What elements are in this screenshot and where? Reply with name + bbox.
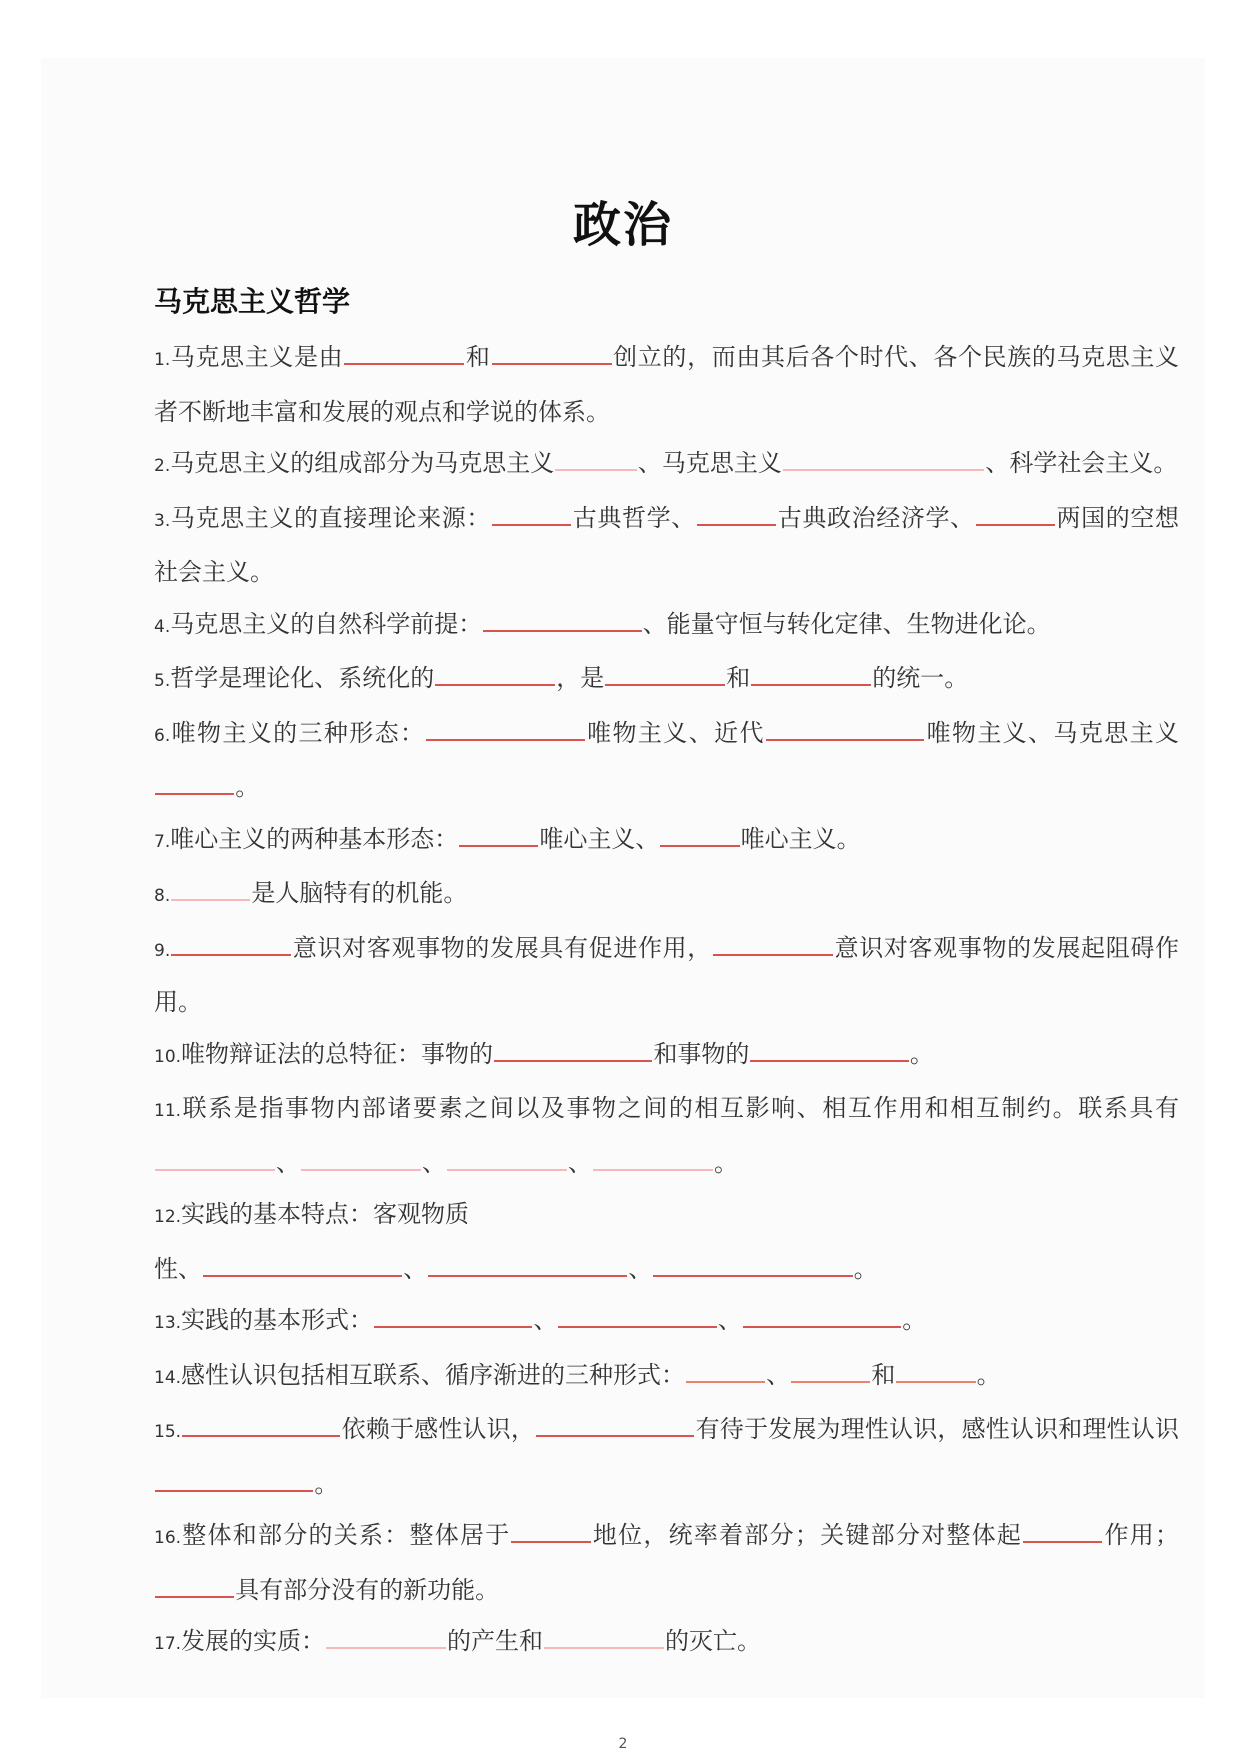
- question-number: 6.: [154, 725, 171, 746]
- fill-in-blank[interactable]: [344, 362, 464, 365]
- question-text: 。: [714, 1148, 738, 1177]
- fill-in-blank[interactable]: [326, 1646, 446, 1649]
- question-number: 8.: [154, 886, 171, 906]
- fill-in-blank[interactable]: [511, 1540, 590, 1543]
- fill-in-blank[interactable]: [374, 1325, 532, 1328]
- question-text: 的灭亡。: [665, 1627, 762, 1655]
- question-item: [154, 493, 1179, 599]
- fill-in-blank[interactable]: [301, 1168, 421, 1171]
- question-number: 15.: [154, 1422, 182, 1442]
- fill-in-blank[interactable]: [605, 683, 725, 686]
- fill-in-blank[interactable]: [766, 738, 924, 741]
- question-text: 马克思主义的自然科学前提：: [170, 609, 483, 638]
- question-text: 哲学是理论化、系统化的: [170, 664, 435, 692]
- fill-in-blank[interactable]: [155, 1489, 313, 1492]
- question-text: 唯心主义的两种基本形态：: [170, 824, 459, 853]
- fill-in-blank[interactable]: [544, 1646, 664, 1649]
- question-number: 13.: [154, 1313, 182, 1333]
- question-text: 。: [976, 1360, 1001, 1389]
- question-number: 7.: [154, 831, 171, 852]
- question-number: 1.: [154, 350, 171, 370]
- question-text: 、: [628, 1254, 653, 1283]
- question-text: 作用；: [1103, 1521, 1180, 1549]
- question-item: [154, 1083, 1179, 1189]
- question-text: 。: [314, 1469, 339, 1498]
- question-number: 2.: [154, 456, 171, 476]
- question-number: 4.: [154, 616, 171, 637]
- fill-in-blank[interactable]: [426, 738, 584, 741]
- question-text: 意识对客观事物的发展具有促进作用，: [292, 933, 712, 962]
- fill-in-blank[interactable]: [743, 1325, 901, 1328]
- fill-in-blank[interactable]: [494, 1059, 652, 1062]
- question-item: [154, 653, 1179, 708]
- question-text: 、能量守恒与转化定律、生物进化论。: [642, 609, 1051, 638]
- question-number: 10.: [154, 1046, 182, 1067]
- question-text: 马克思主义的组成部分为马克思主义: [170, 449, 555, 477]
- fill-in-blank[interactable]: [751, 683, 871, 686]
- question-item: [154, 814, 1179, 869]
- question-item: [154, 332, 1179, 438]
- question-text: 、: [403, 1254, 428, 1283]
- question-text: 整体和部分的关系：整体居于: [181, 1521, 511, 1549]
- question-text: 。: [235, 773, 260, 801]
- page-title: 政治: [572, 197, 673, 253]
- fill-in-blank[interactable]: [182, 1434, 340, 1437]
- fill-in-blank[interactable]: [203, 1274, 402, 1277]
- fill-in-blank[interactable]: [171, 898, 250, 901]
- question-text: 联系是指事物内部诸要素之间以及事物之间的相互影响、相互作用和相互制约。联系具有: [181, 1094, 1179, 1122]
- fill-in-blank[interactable]: [555, 468, 637, 471]
- fill-in-blank[interactable]: [783, 468, 985, 471]
- fill-in-blank[interactable]: [428, 1274, 627, 1277]
- question-number: 14.: [154, 1367, 182, 1388]
- question-text: 马克思主义的直接理论来源：: [170, 503, 491, 532]
- question-text: 古典哲学、: [572, 503, 696, 532]
- question-text: 、马克思主义: [637, 449, 782, 477]
- question-number: 9.: [154, 940, 171, 961]
- question-text: 、: [533, 1306, 558, 1334]
- question-text: 是人脑特有的机能。: [251, 879, 468, 907]
- question-item: [154, 708, 1179, 814]
- question-text: 、: [276, 1148, 300, 1177]
- question-text: 地位，统率着部分；关键部分对整体起: [591, 1521, 1023, 1549]
- fill-in-blank[interactable]: [155, 1595, 234, 1598]
- question-text: 唯物辩证法的总特征：事物的: [181, 1039, 494, 1068]
- fill-in-blank[interactable]: [791, 1380, 870, 1383]
- fill-in-blank[interactable]: [483, 629, 641, 632]
- question-text: 古典政治经济学、: [777, 503, 975, 532]
- fill-in-blank[interactable]: [558, 1325, 716, 1328]
- question-item: [154, 868, 1179, 923]
- question-text: 实践的基本特点：客观物质: [181, 1200, 470, 1228]
- question-number: 11.: [154, 1101, 182, 1121]
- question-text: 的统一。: [872, 664, 969, 692]
- question-item: [154, 1350, 1179, 1405]
- question-text: 、: [717, 1306, 742, 1334]
- question-text: 。: [902, 1306, 927, 1334]
- question-item: [154, 923, 1179, 1029]
- question-item: [154, 599, 1179, 654]
- fill-in-blank[interactable]: [171, 953, 291, 956]
- section-heading: 马克思主义哲学: [154, 285, 351, 318]
- question-text: 马克思主义是由: [170, 343, 344, 371]
- fill-in-blank[interactable]: [435, 683, 555, 686]
- fill-in-blank[interactable]: [1023, 1540, 1102, 1543]
- fill-in-blank[interactable]: [750, 1059, 908, 1062]
- question-text: 两国的空想社会主义。: [154, 503, 1180, 586]
- question-text: 、: [422, 1148, 446, 1177]
- question-text: 感性认识包括相互联系、循序渐进的三种形式：: [181, 1360, 686, 1389]
- fill-in-blank[interactable]: [492, 523, 571, 526]
- question-text: 和: [871, 1360, 896, 1389]
- fill-in-blank[interactable]: [713, 953, 833, 956]
- question-text: 。: [853, 1254, 878, 1283]
- question-item: [154, 1404, 1179, 1510]
- question-text: 、: [568, 1148, 592, 1177]
- fill-in-blank[interactable]: [447, 1168, 567, 1171]
- fill-in-blank[interactable]: [593, 1168, 713, 1171]
- fill-in-blank[interactable]: [896, 1380, 975, 1383]
- question-item: [154, 438, 1179, 493]
- fill-in-blank[interactable]: [492, 362, 612, 365]
- fill-in-blank[interactable]: [697, 523, 776, 526]
- question-number: 12.: [154, 1207, 182, 1227]
- question-text: 的产生和: [447, 1627, 544, 1655]
- question-text: 唯物主义的三种形态：: [170, 718, 426, 747]
- question-number: 16.: [154, 1528, 182, 1548]
- fill-in-blank[interactable]: [653, 1274, 852, 1277]
- question-text: 、: [766, 1360, 791, 1389]
- question-text: 和: [726, 664, 751, 692]
- document-page: [41, 58, 1205, 1752]
- question-number: 5.: [154, 671, 171, 691]
- question-text: 实践的基本形式：: [181, 1306, 374, 1334]
- question-text: 性、: [154, 1254, 202, 1283]
- question-text: 发展的实质：: [181, 1627, 326, 1655]
- question-item: [154, 1029, 1179, 1084]
- question-number: 17.: [154, 1634, 182, 1654]
- question-text: 和事物的: [653, 1039, 750, 1068]
- question-number: 3.: [154, 510, 171, 531]
- page-number: 2: [618, 1736, 628, 1752]
- question-text: ，是: [556, 664, 605, 692]
- fill-in-blank[interactable]: [976, 523, 1055, 526]
- question-text: 、科学社会主义。: [985, 449, 1178, 477]
- question-text: 具有部分没有的新功能。: [235, 1575, 500, 1604]
- question-text: 唯心主义。: [740, 824, 861, 853]
- question-text: 创立的，而由其后各个时代、各个民族的马克思主义者不断地丰富和发展的观点和学说的体系。: [154, 343, 1180, 426]
- question-item: [154, 1510, 1179, 1616]
- question-text: 有待于发展为理性认识，感性认识和理性认识: [695, 1415, 1180, 1443]
- question-text: 唯心主义、: [539, 824, 660, 853]
- fill-in-blank[interactable]: [155, 792, 234, 795]
- fill-in-blank[interactable]: [536, 1434, 694, 1437]
- question-text: 唯物主义、马克思主义: [925, 718, 1180, 747]
- question-text: 和: [465, 343, 491, 371]
- fill-in-blank[interactable]: [155, 1168, 275, 1171]
- question-text: 依赖于感性认识，: [341, 1415, 536, 1443]
- fill-in-blank[interactable]: [686, 1380, 765, 1383]
- fill-in-blank[interactable]: [660, 844, 739, 847]
- question-text: 。: [909, 1039, 934, 1068]
- question-text: 唯物主义、近代: [585, 718, 765, 747]
- question-item: [154, 1189, 1179, 1295]
- fill-in-blank[interactable]: [459, 844, 538, 847]
- question-item: [154, 1295, 1179, 1350]
- question-item: [154, 1616, 1179, 1671]
- question-list: [154, 332, 1179, 1671]
- question-text: 意识对客观事物的发展起阻碍作用。: [154, 933, 1180, 1016]
